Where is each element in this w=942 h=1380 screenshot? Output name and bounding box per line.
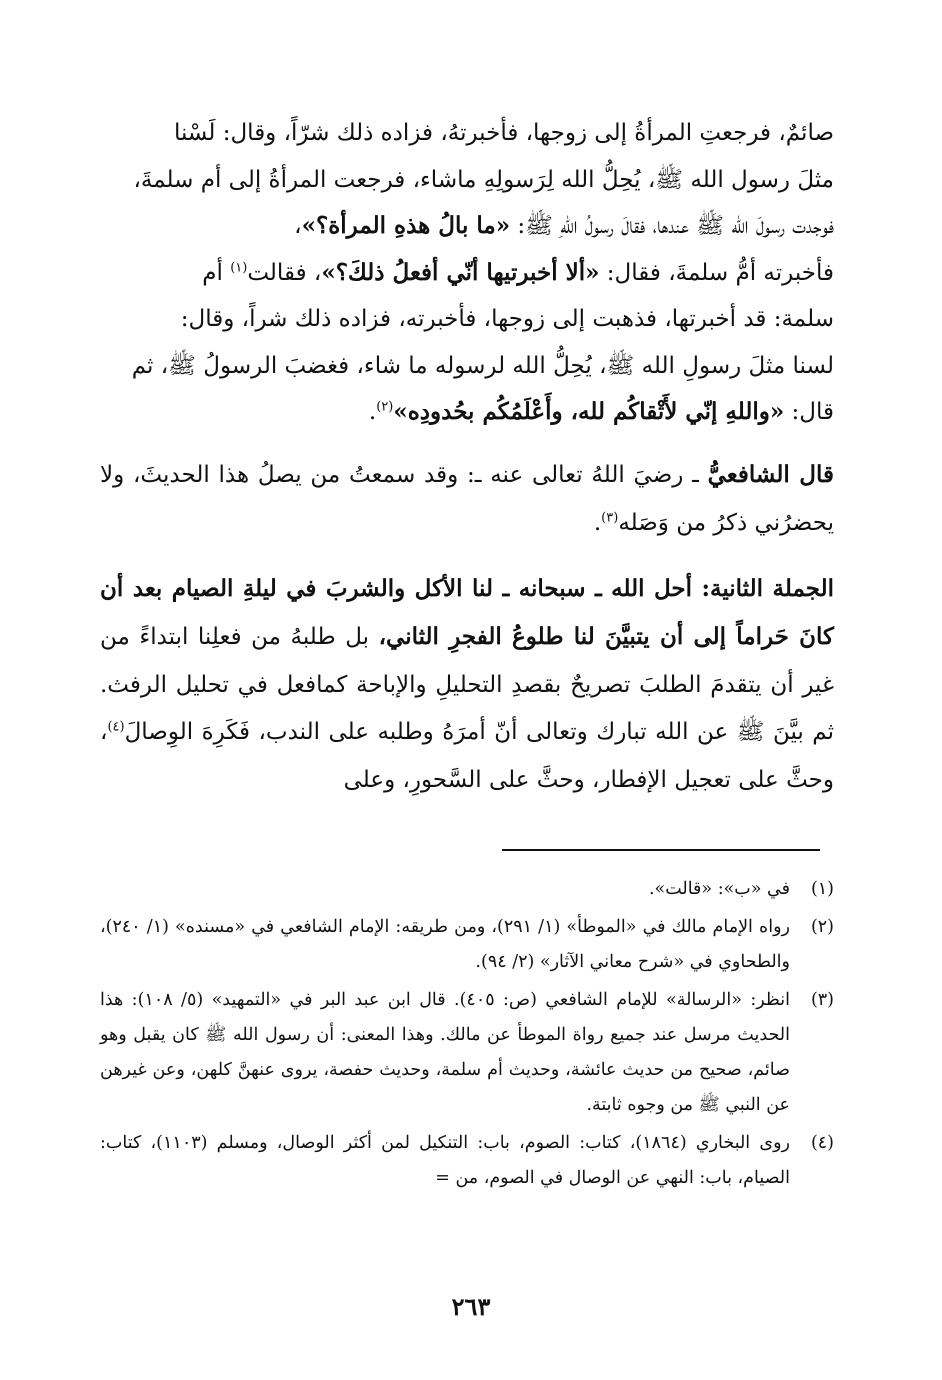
footnote-text: انظر: «الرسالة» للإمام الشافعي (ص: ٤٠٥). قال ابن عبد البر في «التمهيد» (٥/ ١٠٨): هذا الحديث مرسل عند جميع رواة الموطأ عن مالك. وهذا المعنى: أن رسول الله ﷺ كان يقبل وهو صائم، صحيح من حديث عائشة، وحديث أم سلمة، وحديث حفصة، يروى عنهنَّ كلهن، وعن غيرهن عن النبي ﷺ من وجوه ثابتة. [100, 990, 791, 1115]
quote-bold: «واللهِ إنّي لأَتْقاكُم لله، وأَعْلَمُكُم بحُدودِه» [393, 398, 785, 425]
line: لسنا مثلَ رسولِ الله ﷺ، يُحِلُّ الله لرسوله ما شاء، فغضبَ الرسولُ ﷺ، ثم [131, 352, 834, 379]
footnote-ref-1[interactable]: (١) [230, 259, 248, 275]
footnote-text: روى البخاري (١٨٦٤)، كتاب: الصوم، باب: التنكيل لمن أكثر الوصال، ومسلم (١١٠٣)، كتاب: الصيام، باب: النهي عن الوصال في الصوم، من = [100, 1133, 790, 1188]
quote-bold: «ما بالُ هذهِ المرأة؟» [301, 212, 511, 239]
footnote [100, 983, 834, 1123]
line: مثلَ رسول الله ﷺ، يُحِلُّ الله لِرَسولِهِ ماشاء، فرجعت المرأةُ إلى أم سلمةَ، [133, 166, 834, 193]
footnote [100, 1126, 834, 1196]
paragraph-text: بل طلبهُ من فعلِنا ابتداءً من غير أن يتقدمَ الطلبَ تصريحٌ بقصدِ التحليلِ والإباحة كمافعل في تحليل الرفث. ثم بيَّنَ ﷺ عن الله تبارك وتعالى أنّ أمرَهُ وطلبه على الندب، فَكَرِهَ الوِصالَ [100, 624, 834, 746]
main-text [100, 110, 834, 804]
footnote [100, 872, 834, 907]
paragraph-end: . [593, 509, 602, 536]
speaker-label: قال الشافعيُّ [707, 460, 835, 488]
paragraph-text: ـ رضيَ اللهُ تعالى عنه ـ: وقد سمعتُ من يصلُ هذا الحديثَ، ولا يحضرُني ذكرُ من وَصَله [100, 461, 834, 536]
footnote-text: في «ب»: «قالت». [648, 879, 790, 899]
footnote-ref-3[interactable]: (٣) [601, 509, 619, 525]
line-end: ، [294, 213, 302, 239]
line: فأخبرته أمُّ سلمةَ، فقال: [599, 259, 834, 286]
paragraph-second-clause [100, 565, 834, 805]
footnote-text: رواه الإمام مالك في «الموطأ» (١/ ٢٩١)، ومن طريقه: الإمام الشافعي في «مسنده» (١/ ٢٤٠)، والطحاوي في «شرح معاني الآثار» (٢/ ٩٤). [100, 917, 790, 972]
paragraph-shafii [100, 451, 834, 547]
paragraph-hadith [100, 110, 834, 436]
footnote-number: (٤) [810, 1133, 834, 1153]
paragraph-text: ، وحثَّ على تعجيل الإفطار، وحثَّ على السَّحورِ، وعلى [100, 719, 834, 793]
clause-heading: الجملة الثانية: أحل الله ـ سبحانه ـ لنا الأكل والشربَ في ليلةِ الصيام بعد أن كانَ حَراماً إلى أن يتبيَّنَ لنا طلوعُ الفجرِ الثاني، [100, 574, 834, 651]
page-number: ٢٦٣ [451, 1292, 491, 1321]
footnote-ref-4[interactable]: (٤) [107, 719, 125, 735]
footnote-number: (٣) [810, 990, 834, 1010]
quote-bold: «ألا أخبرتيها أنّي أفعلُ ذلكَ؟» [321, 258, 600, 286]
line: قال: [784, 399, 834, 425]
footnote [100, 910, 834, 980]
line: سلمة: قد أخبرتها، فذهبت إلى زوجها، فأخبرته، فزاده ذلك شراً، وقال: [180, 306, 834, 332]
line: صائمٌ، فرجعتِ المرأةُ إلى زوجها، فأخبرتهُ، فزاده ذلك شرّاً، وقال: لَسْنا [173, 120, 834, 146]
footnotes [100, 872, 834, 1199]
line-end: أم [202, 259, 231, 286]
line: فوجدت رسولَ الله ﷺ عندها، فقالَ رسولُ اللهِ ﷺ: [510, 213, 834, 239]
line-end: . [368, 399, 377, 425]
footnote-number: (١) [810, 879, 834, 899]
footnote-number: (٢) [810, 917, 834, 937]
line-text: ، فقالت [247, 259, 322, 286]
footnote-ref-2[interactable]: (٢) [376, 399, 394, 415]
footnote-separator [502, 849, 820, 851]
